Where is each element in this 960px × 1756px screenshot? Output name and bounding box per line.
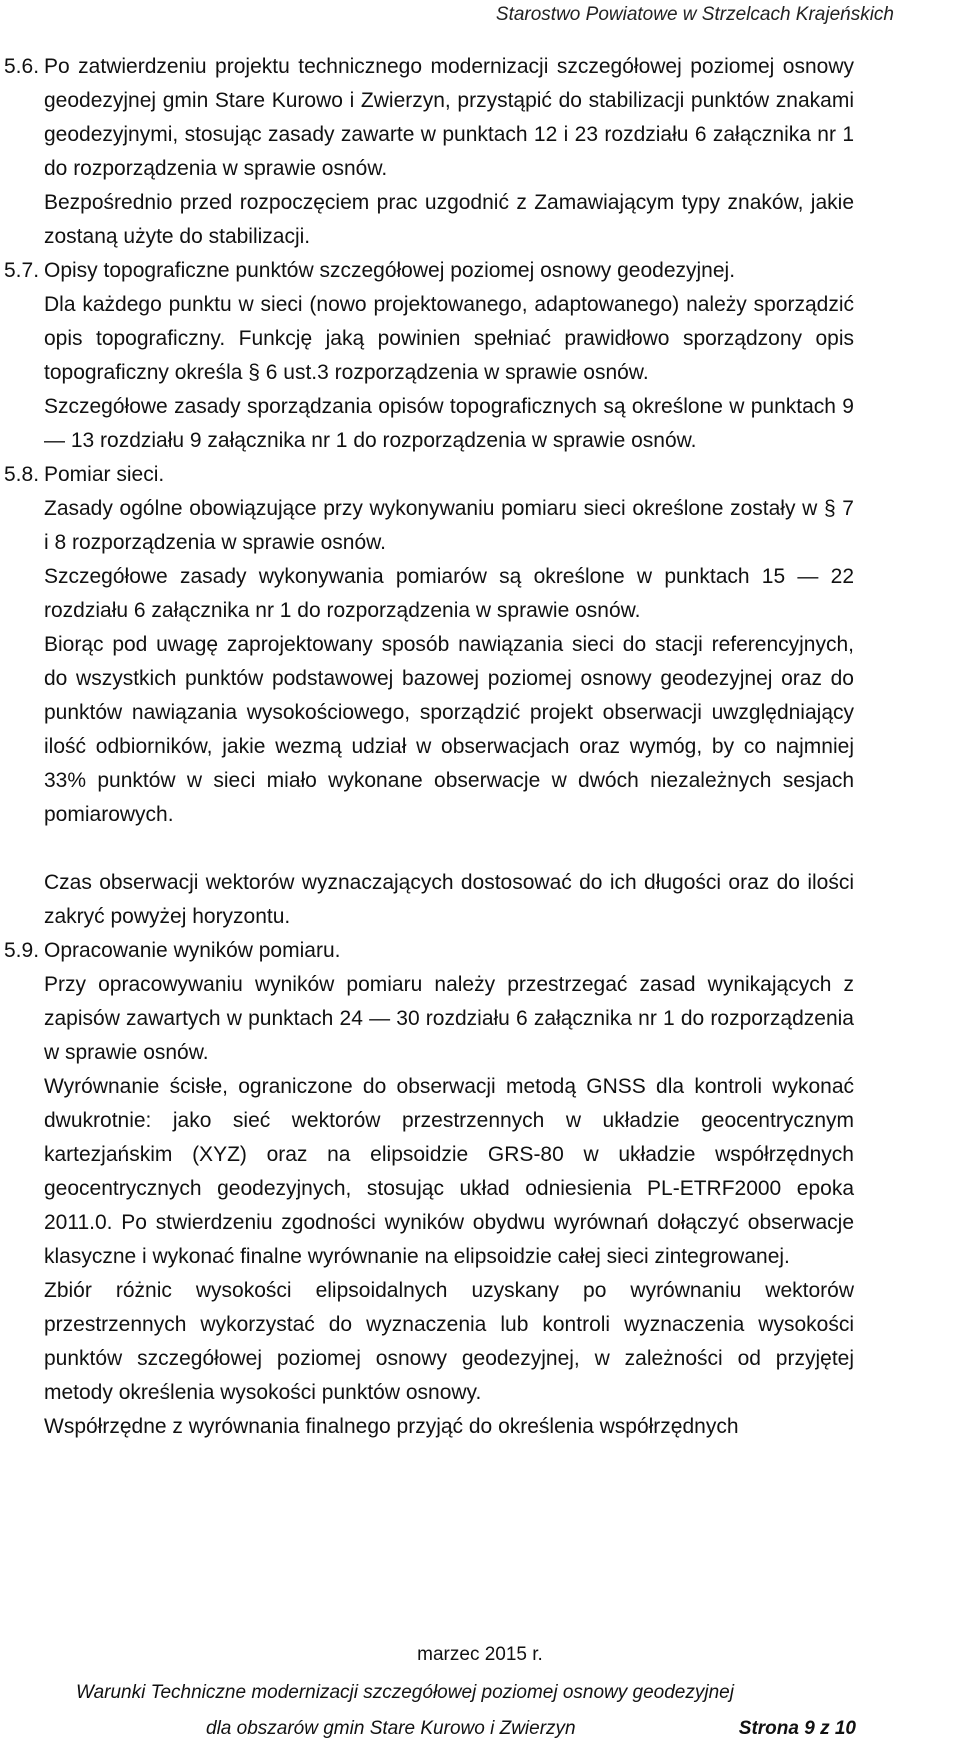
- document-body: [0, 50, 960, 1444]
- section-5-8: [0, 458, 960, 934]
- section-5-9: [0, 934, 960, 1444]
- section-5-6: [0, 50, 960, 254]
- paragraph: Po zatwierdzeniu projektu technicznego modernizacji szczegółowej poziomej osnowy geodezyjnej gmin Stare Kurowo i Zwierzyn, przystąpić do stabilizacji punktów znakami geodezyjnymi, stosując zasady zawarte w punktach 12 i 23 rozdziału 6 załącznika nr 1 do rozporządzenia w sprawie osnów.: [44, 55, 854, 180]
- paragraph: Współrzędne z wyrównania finalnego przyjąć do określenia współrzędnych: [44, 1415, 739, 1438]
- section-title: Pomiar sieci.: [44, 463, 165, 486]
- section-5-7: [0, 254, 960, 458]
- paragraph: Zbiór różnic wysokości elipsoidalnych uzyskany po wyrównaniu wektorów przestrzennych wykorzystać do wyznaczenia lub kontroli wyznaczenia wysokości punktów szczegółowej poziomej osnowy geodezyjnej, w zależności od przyjętej metody określenia wysokości punktów osnowy.: [44, 1279, 854, 1404]
- paragraph: Biorąc pod uwagę zaprojektowany sposób nawiązania sieci do stacji referencyjnych, do wszystkich punktów podstawowej bazowej poziomej osnowy geodezyjnej oraz do punktów nawiązania wysokościowego, sporządzić projekt obserwacji uwzględniający ilość odbiorników, jakie wezmą udział w obserwacjach oraz wymóg, by co najmniej 33% punktów w sieci miało wykonane obserwacje w dwóch niezależnych sesjach pomiarowych.: [44, 633, 854, 826]
- section-title: Opisy topograficzne punktów szczegółowej poziomej osnowy geodezyjnej.: [44, 259, 736, 282]
- paragraph: Dla każdego punktu w sieci (nowo projektowanego, adaptowanego) należy sporządzić opis topograficzny. Funkcję jaką powinien spełniać prawidłowo sporządzony opis topograficzny określa § 6 ust.3 rozporządzenia w sprawie osnów.: [44, 293, 854, 384]
- footer-date: marzec 2015 r.: [417, 1644, 543, 1665]
- footer-document-title: Warunki Techniczne modernizacji szczegółowej poziomej osnowy geodezyjnej: [76, 1682, 734, 1703]
- page-number: Strona 9 z 10: [738, 1718, 856, 1739]
- paragraph: Przy opracowywaniu wyników pomiaru należy przestrzegać zasad wynikających z zapisów zawartych w punktach 24 — 30 rozdziału 6 załącznika nr 1 do rozporządzenia w sprawie osnów.: [44, 973, 854, 1064]
- paragraph: Czas obserwacji wektorów wyznaczających dostosować do ich długości oraz do ilości zakryć powyżej horyzontu.: [44, 871, 854, 928]
- section-number: 5.9.: [4, 939, 40, 962]
- section-number: 5.7.: [4, 259, 40, 282]
- section-title: Opracowanie wyników pomiaru.: [44, 939, 341, 962]
- section-number: 5.8.: [4, 463, 40, 486]
- paragraph: Zasady ogólne obowiązujące przy wykonywaniu pomiaru sieci określone zostały w § 7 i 8 rozporządzenia w sprawie osnów.: [44, 497, 854, 554]
- paragraph: Szczegółowe zasady wykonywania pomiarów są określone w punktach 15 — 22 rozdziału 6 załącznika nr 1 do rozporządzenia w sprawie osnów.: [44, 565, 854, 622]
- section-number: 5.6.: [4, 55, 40, 78]
- paragraph: Bezpośrednio przed rozpoczęciem prac uzgodnić z Zamawiającym typy znaków, jakie zostaną użyte do stabilizacji.: [44, 191, 854, 248]
- page-header: Starostwo Powiatowe w Strzelcach Krajeńskich: [495, 4, 894, 25]
- blank-line: [44, 832, 854, 866]
- paragraph: Wyrównanie ścisłe, ograniczone do obserwacji metodą GNSS dla kontroli wykonać dwukrotnie: jako sieć wektorów przestrzennych w układzie geocentrycznym kartezjańskim (XYZ) oraz na elipsoidzie GRS-80 w układzie współrzędnych geocentrycznych geodezyjnych, stosując układ odniesienia PL-ETRF2000 epoka 2011.0. Po stwierdzeniu zgodności wyników obydwu wyrównań dołączyć obserwacje klasyczne i wykonać finalne wyrównanie na elipsoidzie całej sieci zintegrowanej.: [44, 1075, 854, 1268]
- paragraph: Szczegółowe zasady sporządzania opisów topograficznych są określone w punktach 9 — 13 rozdziału 9 załącznika nr 1 do rozporządzenia w sprawie osnów.: [44, 395, 854, 452]
- footer-document-subtitle: dla obszarów gmin Stare Kurowo i Zwierzyn: [206, 1718, 576, 1739]
